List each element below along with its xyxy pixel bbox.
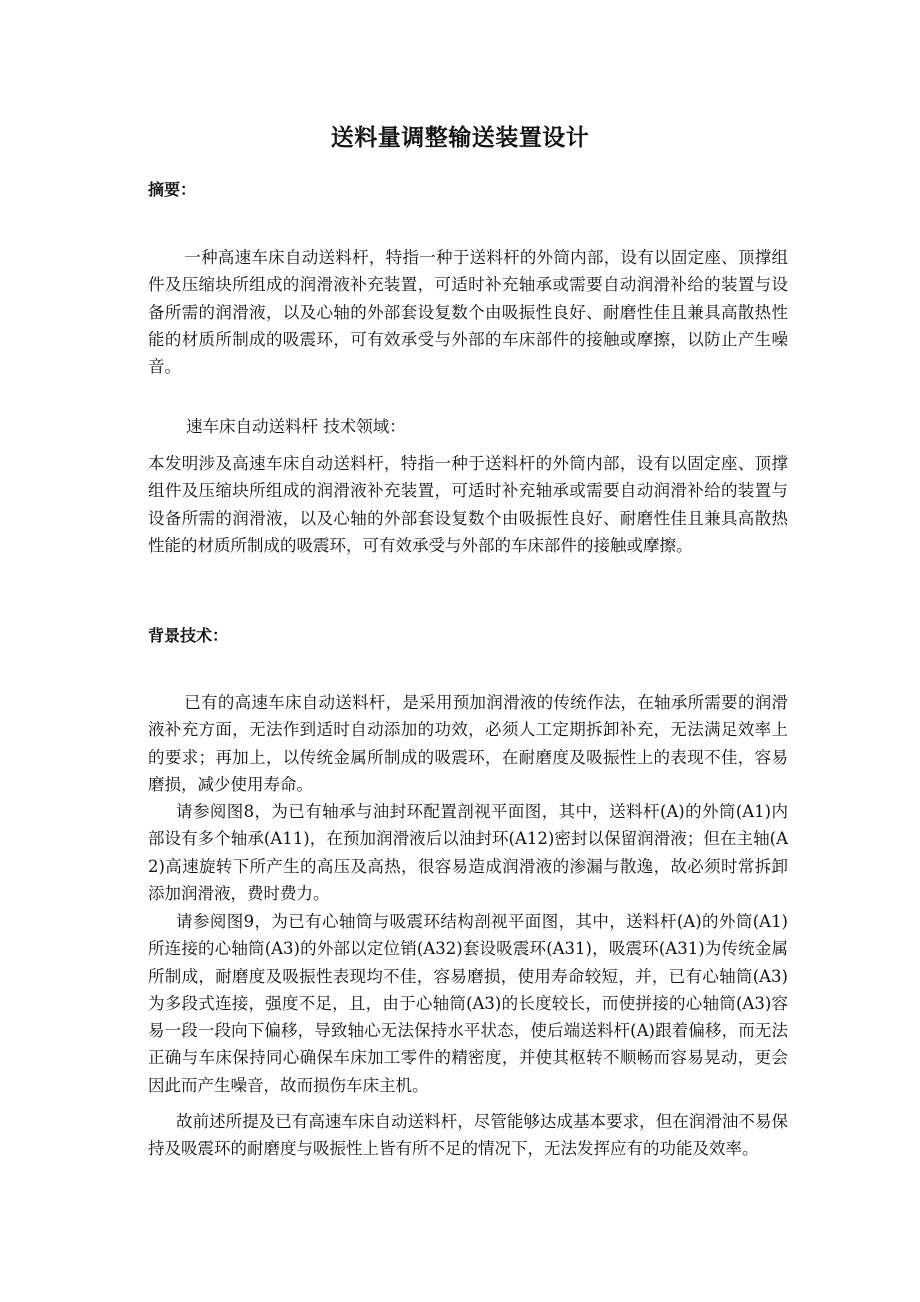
technical-field-heading: 速车床自动送料杆 技术领域： — [186, 417, 406, 436]
background-heading: 背景技术： — [148, 626, 229, 645]
technical-field-paragraph: 本发明涉及高速车床自动送料杆，特指一种于送料杆的外筒内部，设有以固定座、顶撑组件及压缩块所组成的润滑液补充装置，可适时补充轴承或需要自动润滑补给的装置与设备所需的润滑液，以及心轴的外部套设复数个由吸振性良好、耐磨性佳且兼具高散热性能的材质所制成的吸震环，可有效承受与外部的车床部件的接触或摩擦。 — [148, 454, 788, 555]
background-paragraph-2: 请参阅图8，为已有轴承与油封环配置剖视平面图，其中，送料杆(A)的外筒(A1)内部设有多个轴承(A11)，在预加润滑液后以油封环(A12)密封以保留润滑液；但在主轴(A2)高速旋转下所产生的高压及高热，很容易造成润滑液的渗漏与散逸，故必须时常拆卸添加润滑液，费时费力。 — [148, 802, 788, 903]
abstract-heading: 摘要： — [148, 180, 197, 199]
background-paragraph-4: 故前述所提及已有高速车床自动送料杆，尽管能够达成基本要求，但在润滑油不易保持及吸震环的耐磨度与吸振性上皆有所不足的情况下，无法发挥应有的功能及效率。 — [148, 1112, 788, 1159]
background-paragraph-3: 请参阅图9，为已有心轴筒与吸震环结构剖视平面图，其中，送料杆(A)的外筒(A1)所连接的心轴筒(A3)的外部以定位销(A32)套设吸震环(A31)，吸震环(A31)为传统金属所制成，耐磨度及吸振性表现均不佳，容易磨损，使用寿命较短，并，已有心轴筒(A3)为多段式连接，强度不足，且，由于心轴筒(A3)的长度较长，而使拼接的心轴筒(A3)容易一段一段向下偏移，导致轴心无法保持水平状态，使后端送料杆(A)跟着偏移，而无法正确与车床保持同心确保车床加工零件的精密度，并使其枢转不顺畅而容易晃动，更会因此而产生噪音，故而损伤车床主机。 — [148, 912, 788, 1095]
background-paragraph-1: 已有的高速车床自动送料杆，是采用预加润滑液的传统作法，在轴承所需要的润滑液补充方面，无法作到适时自动添加的功效，必须人工定期拆卸补充，无法满足效率上的要求；再加上，以传统金属所制成的吸震环，在耐磨度及吸振性上的表现不佳，容易磨损，减少使用寿命。 — [148, 693, 788, 794]
document-title: 送料量调整输送装置设计 — [330, 124, 590, 151]
abstract-paragraph: 一种高速车床自动送料杆，特指一种于送料杆的外筒内部，设有以固定座、顶撑组件及压缩块所组成的润滑液补充装置，可适时补充轴承或需要自动润滑补给的装置与设备所需的润滑液，以及心轴的外部套设复数个由吸振性良好、耐磨性佳且兼具高散热性能的材质所制成的吸震环，可有效承受与外部的车床部件的接触或摩擦，以防止产生噪音。 — [148, 248, 788, 377]
